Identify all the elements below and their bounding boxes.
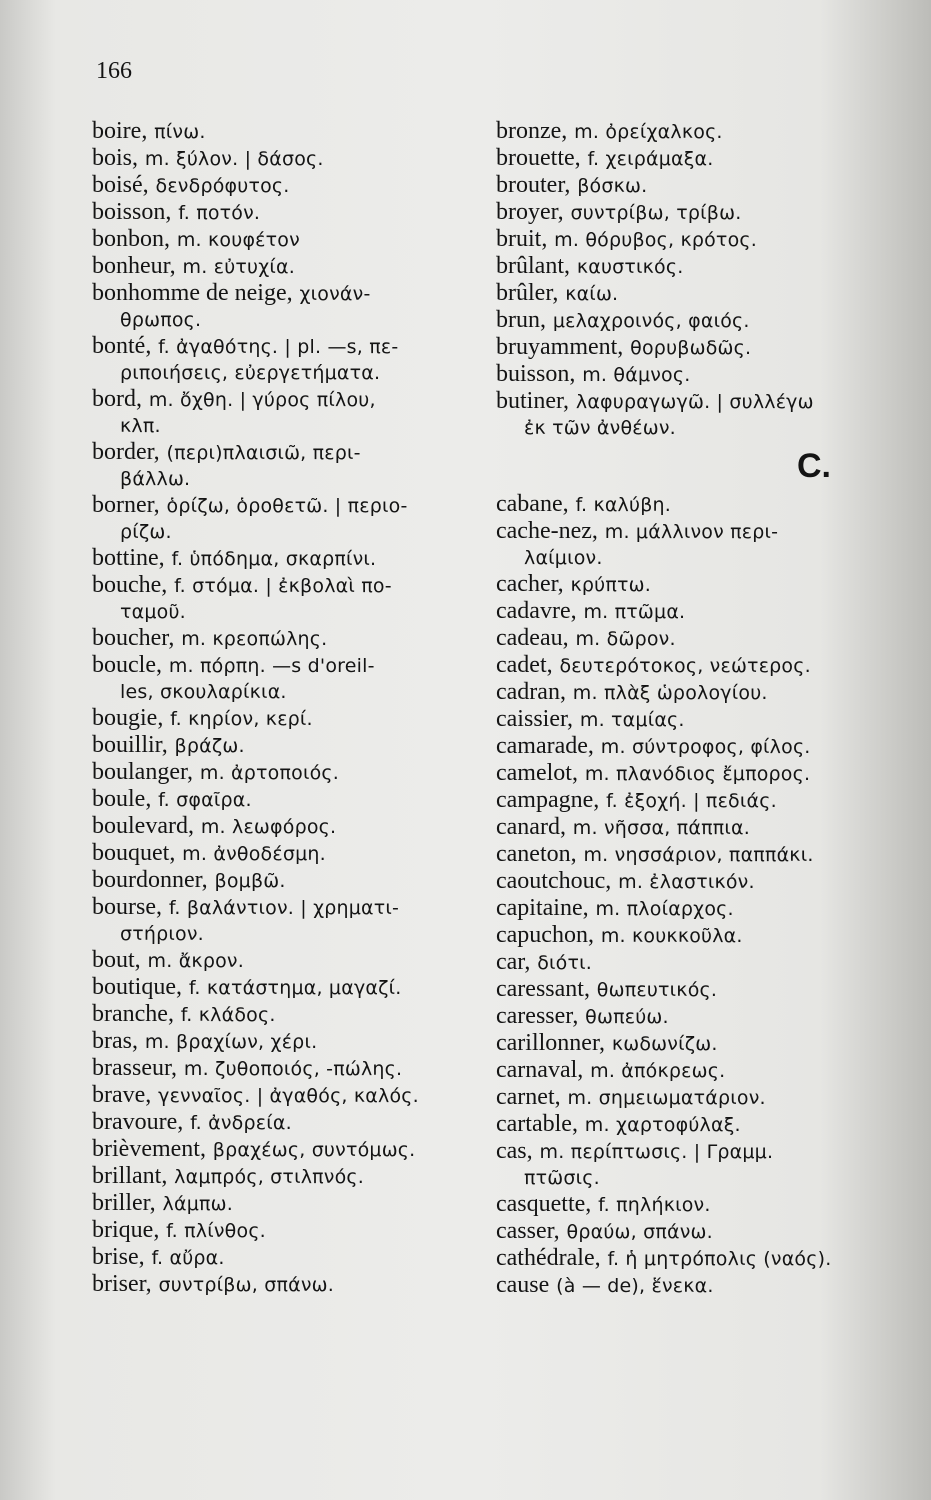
entry-headword: bronze,: [496, 118, 568, 144]
entry-translation: f. βαλάντιον. | χρηματι-: [168, 897, 400, 919]
dictionary-entry: [496, 145, 901, 172]
entry-translation: f. σφαῖρα.: [158, 789, 252, 811]
entry-translation: f. κλάδος.: [180, 1004, 276, 1026]
entry-translation: m. κρεοπώλης.: [181, 628, 328, 650]
entry-headword: bouillir,: [92, 732, 168, 758]
entry-translation: m. νῆσσα, πάππια.: [572, 817, 750, 839]
dictionary-entry: [496, 706, 901, 733]
page-number: 166: [96, 58, 132, 84]
dictionary-entry: [496, 118, 901, 145]
dictionary-entry: [92, 867, 480, 894]
dictionary-entry: [92, 732, 480, 759]
left-column: [92, 118, 480, 1298]
entry-headword: bruit,: [496, 226, 548, 252]
entry-headword: canard,: [496, 814, 566, 840]
entry-headword: cathédrale,: [496, 1245, 601, 1271]
entry-translation: θωπευτικός.: [596, 979, 718, 1001]
entry-headword: cadet,: [496, 652, 553, 678]
entry-continuation: στήριον.: [120, 923, 204, 945]
dictionary-entry: [496, 1191, 901, 1218]
entry-headword: brique,: [92, 1217, 160, 1243]
entry-translation: δενδρόφυτος.: [155, 175, 290, 197]
entry-translation: f. ἐξοχή. | πεδιάς.: [606, 790, 777, 812]
entry-translation: m. πόρπη. —s d'oreil-: [168, 655, 375, 677]
dictionary-entry: [92, 280, 480, 307]
entry-headword: bonbon,: [92, 226, 170, 252]
entry-headword: bord,: [92, 386, 142, 412]
dictionary-entry: [92, 545, 480, 572]
entry-translation: κρύπτω.: [570, 574, 651, 596]
entry-translation: κωδωνίζω.: [611, 1033, 718, 1055]
entry-translation: θορυβωδῶς.: [630, 337, 752, 359]
entry-continuation: θρωπος.: [120, 309, 202, 331]
entry-continuation: ριποιήσεις, εὐεργετήματα.: [120, 362, 381, 384]
entry-headword: camelot,: [496, 760, 578, 786]
dictionary-entry: [496, 679, 901, 706]
entry-headword: brouette,: [496, 145, 581, 171]
dictionary-entry: [92, 386, 480, 413]
entry-continuation: ἐκ τῶν ἀνθέων.: [524, 417, 676, 439]
entry-translation: m. μάλλινον περι-: [604, 521, 779, 543]
entry-translation: λαμπρός, στιλπνός.: [174, 1166, 365, 1188]
dictionary-entry: [496, 976, 901, 1003]
entry-headword: boule,: [92, 786, 152, 812]
entry-translation: m. εὐτυχία.: [182, 256, 295, 278]
dictionary-entry: [92, 840, 480, 867]
entry-headword: caneton,: [496, 841, 577, 867]
dictionary-entry: [92, 492, 480, 519]
entry-translation: m. περίπτωσις. | Γραμμ.: [539, 1141, 774, 1163]
entry-translation: βραχέως, συντόμως.: [212, 1139, 416, 1161]
entry-translation: m. δῶρον.: [575, 628, 676, 650]
dictionary-entry: [496, 1084, 901, 1111]
entry-translation: (περι)πλαισιῶ, περι-: [166, 442, 361, 464]
entry-headword: cas,: [496, 1138, 533, 1164]
entry-translation: m. κουκκοῦλα.: [600, 925, 743, 947]
entry-translation: θραύω, σπάνω.: [566, 1221, 713, 1243]
entry-headword: bravoure,: [92, 1109, 184, 1135]
dictionary-entry: [92, 705, 480, 732]
entry-headword: border,: [92, 439, 160, 465]
entry-headword: brise,: [92, 1244, 145, 1270]
entry-headword: casser,: [496, 1218, 560, 1244]
dictionary-entry: [496, 1218, 901, 1245]
entry-translation: m. πλὰξ ὡρολογίου.: [572, 682, 768, 704]
dictionary-entry: [496, 868, 901, 895]
entry-translation: m. ζυθοποιός, -πώλης.: [183, 1058, 403, 1080]
entry-headword: bruyamment,: [496, 334, 624, 360]
dictionary-entry: [496, 895, 901, 922]
entry-translation: f. χειράμαξα.: [587, 148, 714, 170]
entry-translation: πίνω.: [154, 121, 206, 143]
dictionary-entry: [496, 1111, 901, 1138]
entry-headword: bras,: [92, 1028, 138, 1054]
entry-translation: χιονάν-: [299, 283, 371, 305]
entry-headword: bois,: [92, 145, 139, 171]
dictionary-entry: [496, 787, 901, 814]
dictionary-entry: [496, 625, 901, 652]
entry-headword: brillant,: [92, 1163, 168, 1189]
dictionary-entry: [92, 625, 480, 652]
dictionary-entry: [496, 491, 901, 518]
dictionary-entry: [496, 253, 901, 280]
dictionary-entry: [92, 199, 480, 226]
dictionary-entry: [496, 226, 901, 253]
entry-translation: δευτερότοκος, νεώτερος.: [559, 655, 811, 677]
entry-headword: carnet,: [496, 1084, 561, 1110]
entry-translation: μελαχροινός, φαιός.: [552, 310, 750, 332]
entry-headword: cartable,: [496, 1111, 578, 1137]
dictionary-entry: [92, 253, 480, 280]
entry-headword: caresser,: [496, 1003, 579, 1029]
entry-headword: brun,: [496, 307, 546, 333]
entry-translation: f. κηρίον, κερί.: [170, 708, 313, 730]
dictionary-entry: [496, 949, 901, 976]
entry-headword: boucher,: [92, 625, 175, 651]
entry-headword: capitaine,: [496, 895, 589, 921]
entry-headword: bourdonner,: [92, 867, 208, 893]
right-column: [496, 118, 901, 1299]
entry-continuation: λαίμιον.: [524, 547, 603, 569]
dictionary-entry: [496, 814, 901, 841]
dictionary-entry: [496, 571, 901, 598]
dictionary-entry: [92, 1163, 480, 1190]
entry-translation: m. ἀπόκρεως.: [590, 1060, 726, 1082]
dictionary-entry: [496, 518, 901, 545]
dictionary-entry: [496, 361, 901, 388]
entry-translation: λάμπω.: [162, 1193, 233, 1215]
entry-translation: καυστικός.: [576, 256, 684, 278]
dictionary-entry: [92, 439, 480, 466]
c-entries: [496, 491, 901, 1299]
entry-headword: brouter,: [496, 172, 571, 198]
entry-headword: bonheur,: [92, 253, 176, 279]
dictionary-entry: [92, 652, 480, 679]
dictionary-entry: [92, 572, 480, 599]
dictionary-entry: [496, 1003, 901, 1030]
dictionary-entry: [496, 760, 901, 787]
entry-headword: bouquet,: [92, 840, 176, 866]
dictionary-entry: [496, 733, 901, 760]
entry-headword: branche,: [92, 1001, 174, 1027]
entry-translation: m. ξύλον. | δάσος.: [144, 148, 324, 170]
dictionary-entry: [92, 759, 480, 786]
entry-headword: brave,: [92, 1082, 152, 1108]
entry-translation: m. ὀρείχαλκος.: [574, 121, 723, 143]
entry-headword: car,: [496, 949, 531, 975]
entry-headword: cadran,: [496, 679, 566, 705]
entry-continuation: ταμοῦ.: [120, 601, 186, 623]
entry-headword: cause: [496, 1272, 550, 1298]
entry-headword: bonhomme de neige,: [92, 280, 293, 306]
entry-translation: f. πλίνθος.: [166, 1220, 266, 1242]
entry-headword: boucle,: [92, 652, 162, 678]
entry-headword: briller,: [92, 1190, 156, 1216]
entry-headword: borner,: [92, 492, 160, 518]
dictionary-entry: [92, 145, 480, 172]
dictionary-entry: [92, 1244, 480, 1271]
dictionary-entry: [92, 1001, 480, 1028]
dictionary-entry: [496, 652, 901, 679]
entry-headword: carnaval,: [496, 1057, 584, 1083]
entry-translation: m. πλοίαρχος.: [595, 898, 734, 920]
entry-translation: f. ἀνδρεία.: [190, 1112, 292, 1134]
entry-headword: boulevard,: [92, 813, 194, 839]
dictionary-entry: [92, 1055, 480, 1082]
entry-translation: m. λεωφόρος.: [200, 816, 337, 838]
entry-translation: θωπεύω.: [585, 1006, 669, 1028]
entry-translation: f. στόμα. | ἐκβολαὶ πο-: [174, 575, 392, 597]
entry-translation: f. αὔρα.: [151, 1247, 225, 1269]
entry-translation: m. χαρτοφύλαξ.: [584, 1114, 741, 1136]
dictionary-entry: [496, 199, 901, 226]
dictionary-entry: [496, 172, 901, 199]
dictionary-entry: [92, 333, 480, 360]
entry-translation: m. ἀνθοδέσμη.: [182, 843, 326, 865]
entry-translation: m. ὄχθη. | γύρος πίλου,: [148, 389, 376, 411]
entry-headword: casquette,: [496, 1191, 592, 1217]
entry-headword: briser,: [92, 1271, 152, 1297]
entry-headword: brûler,: [496, 280, 559, 306]
dictionary-entry: [92, 226, 480, 253]
entry-translation: f. καλύβη.: [575, 494, 672, 516]
entry-headword: broyer,: [496, 199, 564, 225]
dictionary-entry: [92, 1109, 480, 1136]
entry-headword: bottine,: [92, 545, 165, 571]
dictionary-entry: [92, 1190, 480, 1217]
entry-translation: m. πλανόδιος ἔμπορος.: [584, 763, 811, 785]
entry-translation: διότι.: [537, 952, 592, 974]
entry-translation: f. ποτόν.: [178, 202, 261, 224]
dictionary-entry: [496, 307, 901, 334]
entry-headword: bouche,: [92, 572, 168, 598]
entry-translation: m. θάμνος.: [582, 364, 691, 386]
entry-translation: (à — de), ἕνεκα.: [556, 1275, 714, 1297]
dictionary-entry: [496, 1272, 901, 1299]
entry-headword: brasseur,: [92, 1055, 178, 1081]
entry-headword: cache-nez,: [496, 518, 598, 544]
entry-headword: caissier,: [496, 706, 574, 732]
entry-headword: boutique,: [92, 974, 182, 1000]
entry-headword: bougie,: [92, 705, 164, 731]
entry-translation: m. νησσάριον, παππάκι.: [583, 844, 814, 866]
entry-headword: cadeau,: [496, 625, 569, 651]
entry-translation: m. σημειωματάριον.: [567, 1087, 766, 1109]
dictionary-entry: [496, 1245, 901, 1272]
entry-continuation: πτῶσις.: [524, 1167, 600, 1189]
dictionary-entry: [92, 894, 480, 921]
entry-translation: m. ταμίας.: [579, 709, 685, 731]
section-letter: C.: [797, 447, 831, 485]
dictionary-entry: [496, 334, 901, 361]
entry-headword: bout,: [92, 947, 141, 973]
entry-translation: f. ὑπόδημα, σκαρπίνι.: [171, 548, 377, 570]
entry-translation: f. κατάστημα, μαγαζί.: [188, 977, 402, 999]
dictionary-entry: [496, 841, 901, 868]
entry-headword: brûlant,: [496, 253, 570, 279]
entry-headword: caressant,: [496, 976, 590, 1002]
dictionary-entry: [496, 1138, 901, 1165]
dictionary-entry: [92, 172, 480, 199]
dictionary-entry: [496, 1057, 901, 1084]
entry-continuation: κλπ.: [120, 415, 161, 437]
entry-translation: f. ἀγαθότης. | pl. —s, πε-: [158, 336, 399, 358]
entry-translation: m. κουφέτον: [176, 229, 300, 251]
entry-headword: cabane,: [496, 491, 569, 517]
entry-translation: βράζω.: [174, 735, 245, 757]
entry-translation: συντρίβω, σπάνω.: [158, 1274, 334, 1296]
entry-headword: butiner,: [496, 388, 570, 414]
entry-translation: συντρίβω, τρίβω.: [570, 202, 742, 224]
entry-continuation: les, σκουλαρίκια.: [120, 681, 287, 703]
entry-translation: m. ἀρτοποιός.: [199, 762, 340, 784]
entry-translation: m. πτῶμα.: [583, 601, 686, 623]
entry-translation: ὁρίζω, ὁροθετῶ. | περιο-: [166, 495, 408, 517]
entry-translation: m. θόρυβος, κρότος.: [554, 229, 757, 251]
entry-headword: buisson,: [496, 361, 576, 387]
entry-headword: bourse,: [92, 894, 162, 920]
entry-headword: carillonner,: [496, 1030, 605, 1056]
entry-translation: m. ἄκρον.: [147, 950, 244, 972]
entry-continuation: ρίζω.: [120, 521, 172, 543]
entry-translation: γενναῖος. | ἀγαθός, καλός.: [158, 1085, 419, 1107]
entry-headword: boulanger,: [92, 759, 194, 785]
entry-headword: brièvement,: [92, 1136, 206, 1162]
entry-headword: cacher,: [496, 571, 564, 597]
dictionary-entry: [92, 1028, 480, 1055]
dictionary-entry: [92, 786, 480, 813]
entry-headword: cadavre,: [496, 598, 577, 624]
b-entries: [496, 118, 901, 441]
dictionary-entry: [92, 1217, 480, 1244]
dictionary-entry: [92, 1082, 480, 1109]
dictionary-entry: [92, 118, 480, 145]
entry-headword: capuchon,: [496, 922, 594, 948]
dictionary-entry: [496, 388, 901, 415]
entry-headword: bonté,: [92, 333, 152, 359]
entry-translation: m. σύντροφος, φίλος.: [600, 736, 811, 758]
entry-headword: boisé,: [92, 172, 149, 198]
dictionary-entry: [496, 922, 901, 949]
dictionary-entry: [496, 1030, 901, 1057]
entry-headword: camarade,: [496, 733, 594, 759]
entry-translation: m. ἐλαστικόν.: [618, 871, 755, 893]
dictionary-entry: [496, 280, 901, 307]
dictionary-entry: [92, 1136, 480, 1163]
entry-translation: f. ἡ μητρόπολις (ναός).: [607, 1248, 832, 1270]
dictionary-entry: [92, 1271, 480, 1298]
entry-translation: καίω.: [565, 283, 619, 305]
dictionary-entry: [92, 974, 480, 1001]
entry-translation: βόσκω.: [577, 175, 648, 197]
dictionary-entry: [92, 813, 480, 840]
dictionary-entry: [496, 598, 901, 625]
entry-headword: boire,: [92, 118, 148, 144]
entry-continuation: βάλλω.: [120, 468, 191, 490]
entry-headword: campagne,: [496, 787, 600, 813]
entry-headword: caoutchouc,: [496, 868, 612, 894]
dictionary-entry: [92, 947, 480, 974]
entry-translation: βομβῶ.: [214, 870, 286, 892]
entry-headword: boisson,: [92, 199, 172, 225]
entry-translation: f. πηλήκιον.: [598, 1194, 711, 1216]
entry-translation: m. βραχίων, χέρι.: [144, 1031, 318, 1053]
entry-translation: λαφυραγωγῶ. | συλλέγω: [575, 391, 814, 413]
